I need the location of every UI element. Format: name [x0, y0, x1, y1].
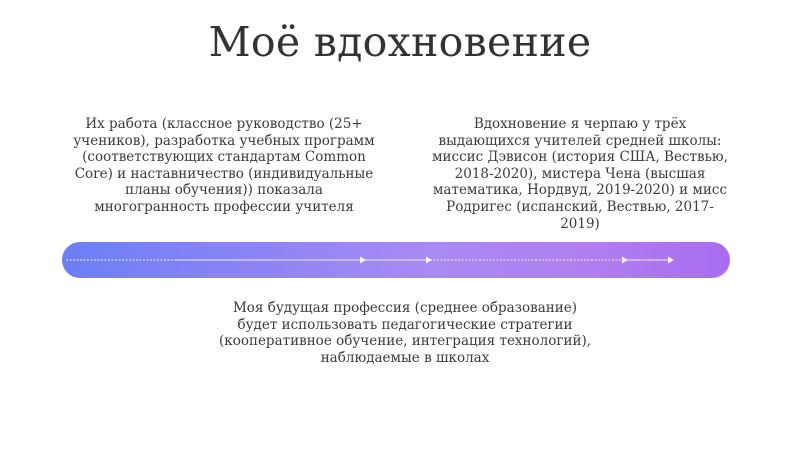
arrow-right-icon [62, 242, 730, 278]
timeline-bar [62, 242, 730, 278]
right-text-block: Вдохновение я черпаю у трёх выдающихся учителей средней школы: миссис Дэвисон (история США, Вествью, 2018-2020), мистера Чена (высшая математика, Нордвуд, 2019-2020) и мисс Родригес (испанский, Вествью, 2017-2019) [432, 116, 728, 232]
slide-title: Моё вдохновение [208, 18, 592, 66]
bottom-text-block: Моя будущая профессия (среднее образование) будет использовать педагогические стратегии (кооперативное обучение, интеграция технологий), наблюдаемые в школах [218, 300, 592, 366]
left-text-block: Их работа (классное руководство (25+ учеников), разработка учебных программ (соответствующих стандартам Common Core) и наставничество (индивидуальные планы обучения)) показала многогранность профессии учителя [73, 116, 375, 215]
